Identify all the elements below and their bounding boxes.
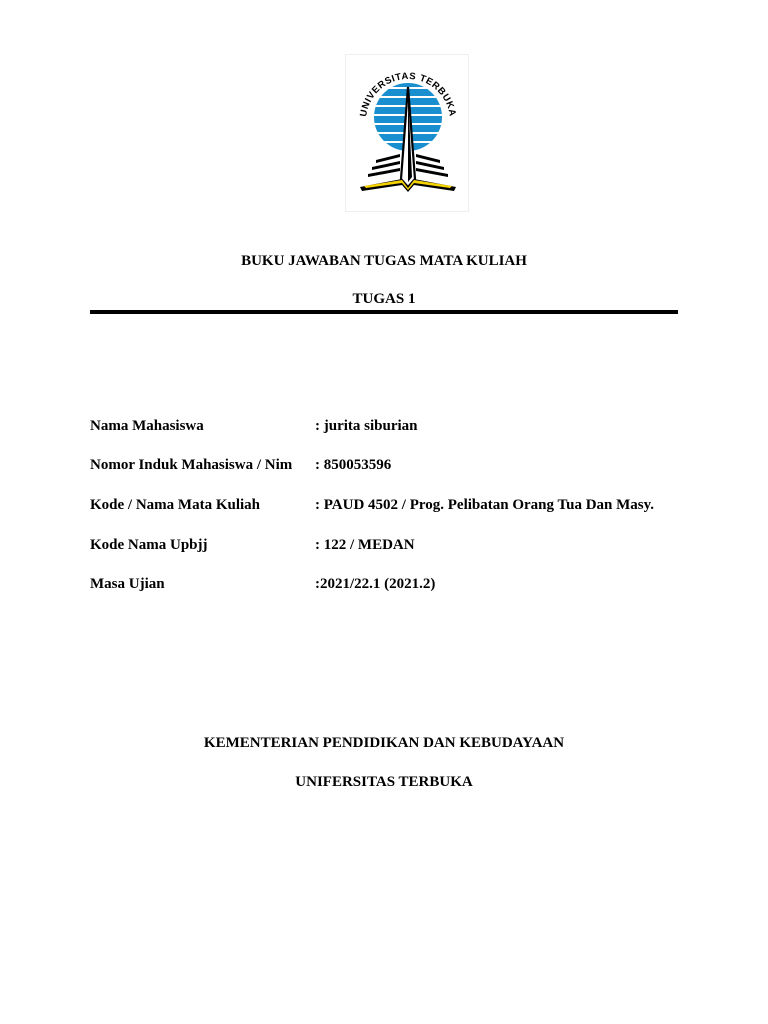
document-subtitle: TUGAS 1 [352, 291, 416, 307]
info-value: : PAUD 4502 / Prog. Pelibatan Orang Tua Dan Masy. [315, 497, 655, 513]
document-title: BUKU JAWABAN TUGAS MATA KULIAH [241, 253, 527, 269]
info-label: Kode Nama Upbjj [90, 537, 208, 553]
info-value: :2021/22.1 (2021.2) [315, 576, 436, 592]
info-value: : 122 / MEDAN [315, 537, 415, 553]
ministry-name: KEMENTERIAN PENDIDIKAN DAN KEBUDAYAAN [203, 735, 565, 751]
info-label: Nomor Induk Mahasiswa / Nim [90, 457, 293, 473]
info-value: : jurita siburian [315, 418, 418, 434]
title-divider [90, 310, 678, 314]
info-label: Masa Ujian [90, 576, 165, 592]
university-name: UNIFERSITAS TERBUKA [295, 774, 473, 790]
info-label: Nama Mahasiswa [90, 418, 204, 434]
info-value: : 850053596 [315, 457, 392, 473]
info-label: Kode / Nama Mata Kuliah [90, 497, 261, 513]
university-logo [345, 54, 469, 212]
logo-arc-text: UNIVERSITAS TERBUKA [358, 70, 458, 118]
university-logo-graphic [346, 55, 468, 211]
